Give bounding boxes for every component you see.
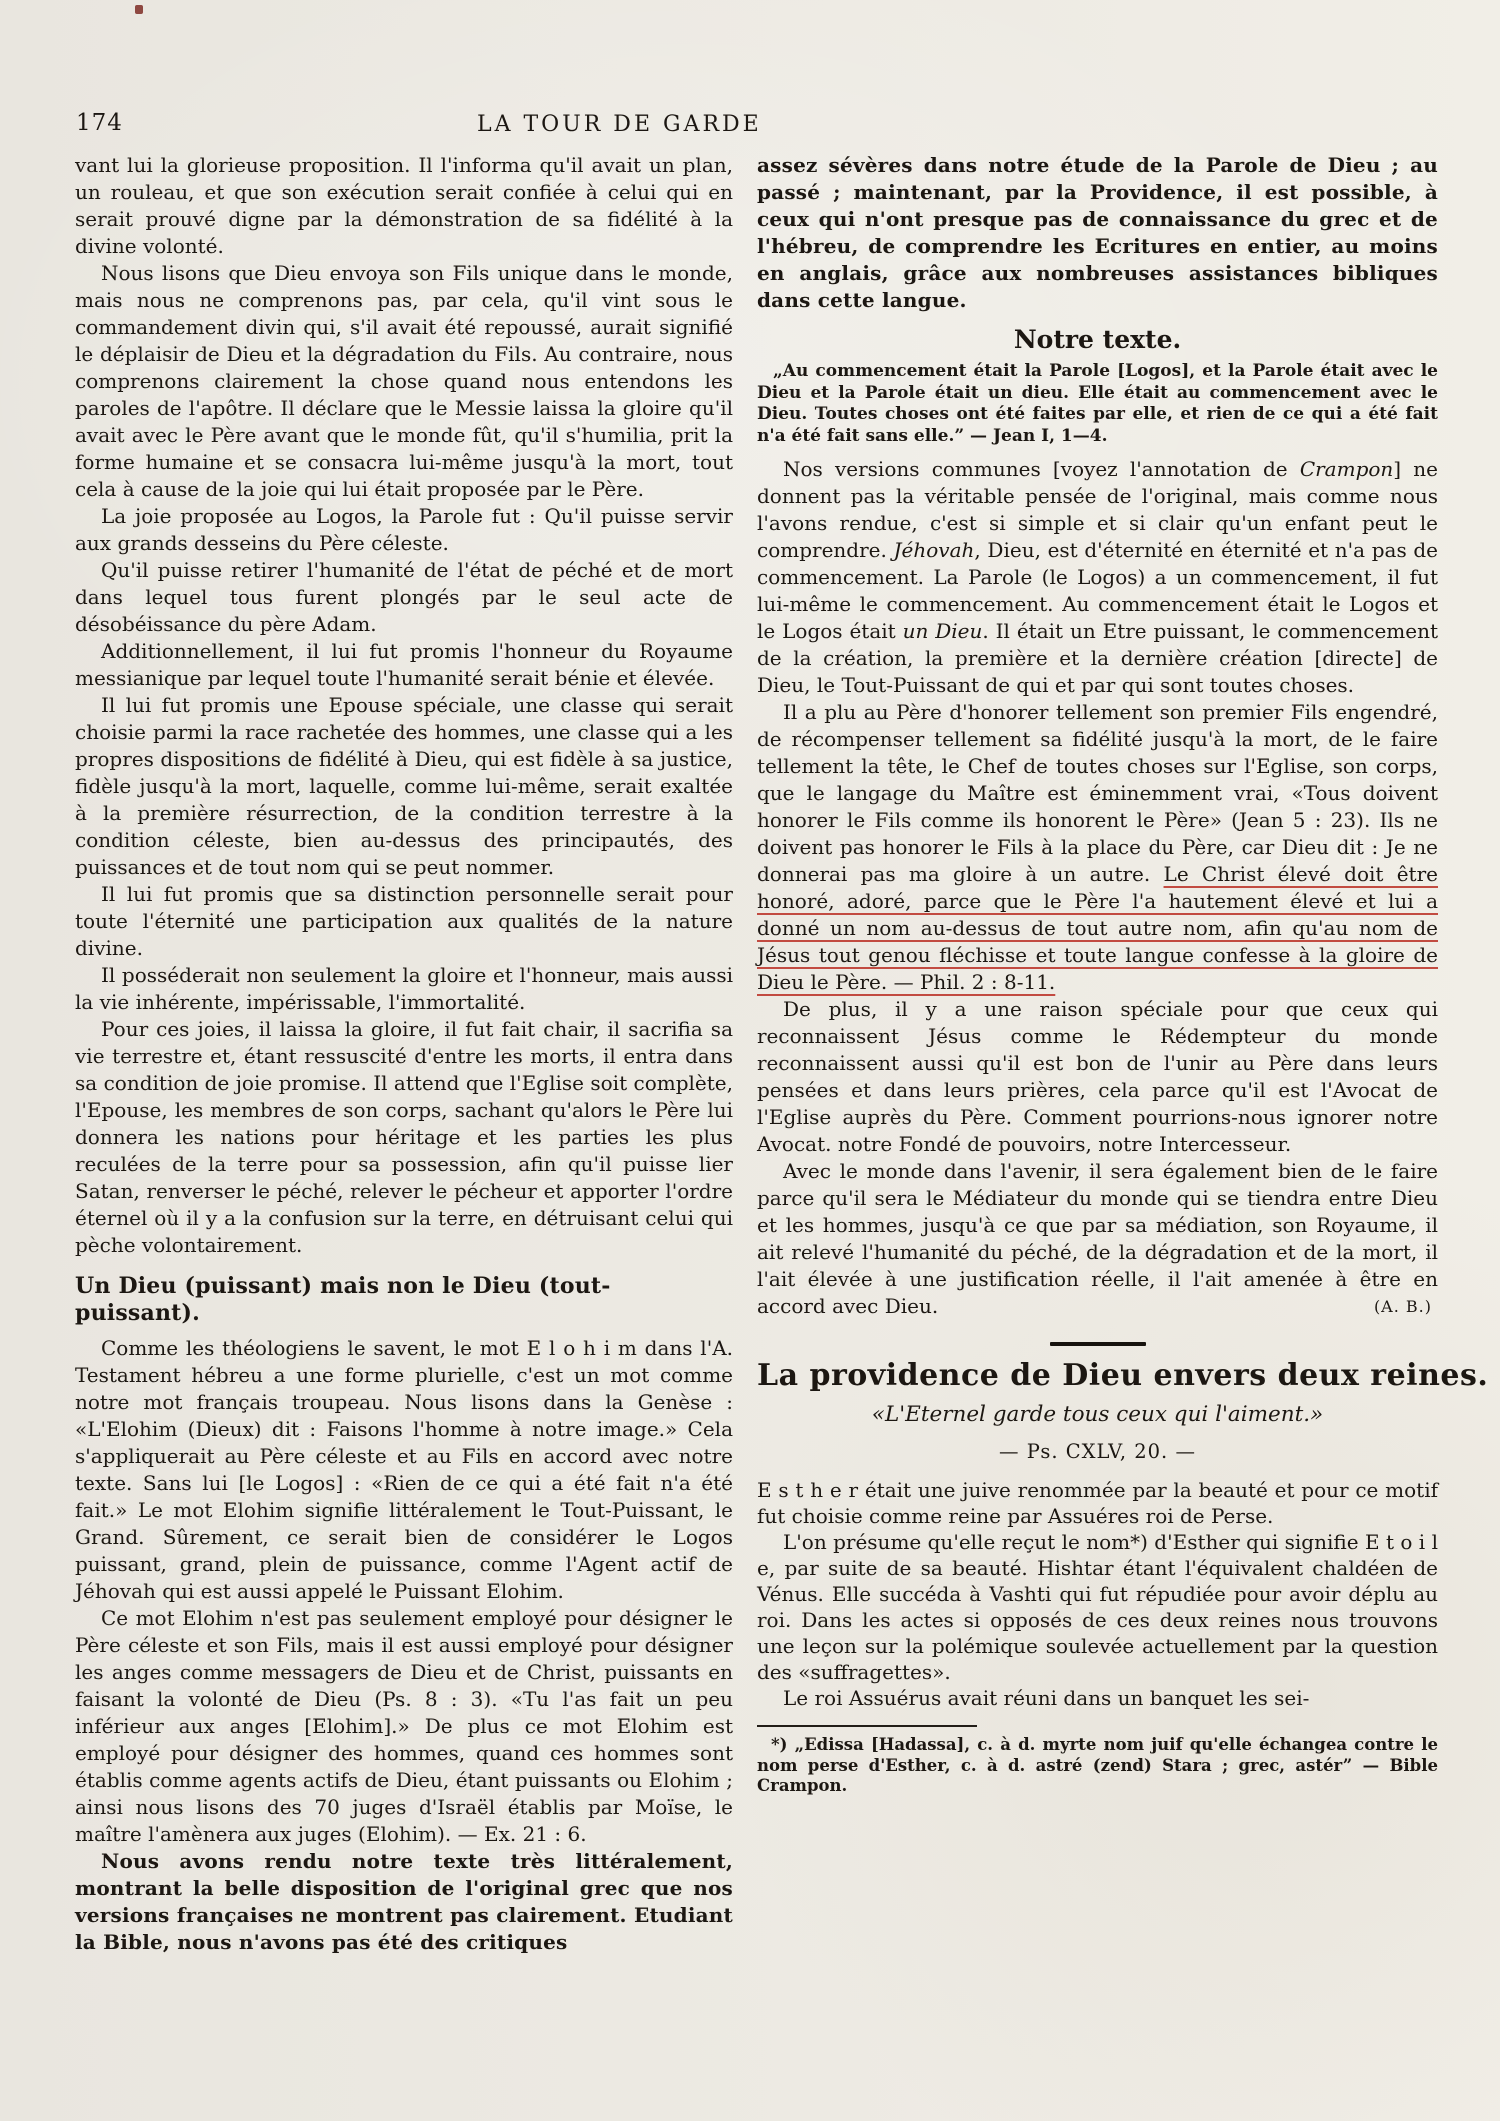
section-heading: Un Dieu (puissant) mais non le Dieu (tout-puissant).: [75, 1273, 611, 1326]
paragraph: Nous lisons que Dieu envoya son Fils unique dans le monde, mais nous ne comprenons pas, par cela, qu'il vint sous le commandement divin qui, s'il avait été repoussé, aurait signifié le déplaisir de Dieu et la dégradation du Fils. Au contraire, nous comprenons clairement la chose quand nous entendons les paroles de l'apôtre. Il déclare que le Messie laissa la gloire qu'il avait avec le Père avant que le monde fût, qu'il s'humilia, prit la forme humaine et se consacra lui-même jusqu'à la mort, tout cela à cause de la joie qui lui était proposée par le Père.: [75, 261, 733, 501]
paragraph: Il posséderait non seulement la gloire et l'honneur, mais aussi la vie inhérente, impérissable, l'immortalité.: [75, 963, 733, 1014]
left-column: [75, 152, 733, 1956]
running-title: LA TOUR DE GARDE: [477, 112, 762, 137]
paragraph: Pour ces joies, il laissa la gloire, il fut fait chair, il sacrifia sa vie terrestre et, étant ressuscité d'entre les morts, il entra dans sa condition de joie promise. Il attend que l'Eglise soit complète, l'Epouse, les membres de son corps, sachant qu'alors le Père lui donnera les nations pour héritage et les parties les plus reculées de la terre pour sa possession, afin qu'il puisse lier Satan, renverser le péché, relever le pécheur et apporter l'ordre éternel où il y a la confusion sur la terre, en détruisant celui qui pèche volontairement.: [75, 1017, 733, 1257]
paragraph: Nous avons rendu notre texte très littéralement, montrant la belle disposition de l'original grec que nos versions françaises ne montrent pas clairement. Etudiant la Bible, nous n'avons pas été des critiques: [75, 1849, 733, 1954]
paragraph: La joie proposée au Logos, la Parole fut : Qu'il puisse servir aux grands desseins du Père céleste.: [75, 504, 733, 555]
paragraph: Il lui fut promis que sa distinction personnelle serait pour toute l'éternité une participation aux qualités de la nature divine.: [75, 882, 733, 960]
scripture-reference: — Ps. CXLV, 20. —: [999, 1440, 1196, 1463]
italic-text: Jéhovah: [893, 538, 975, 562]
scripture-quote: „Au commencement était la Parole [Logos], et la Parole était avec le Dieu et la Parole était un dieu. Elle était au commencement avec le Dieu. Toutes choses ont été faites par elle, et rien de ce qui a été fait n'a été fait sans elle.” — Jean I, 1—4.: [757, 361, 1438, 446]
paragraph: E s t h e r était une juive renommée par la beauté et pour ce motif fut choisie comme reine par Assuéres roi de Perse.: [757, 1478, 1438, 1528]
paragraph: vant lui la glorieuse proposition. Il l'informa qu'il avait un plan, un rouleau, et que son exécution serait confiée à celui qui en serait prouvé digne par la démonstration de sa fidélité à la divine volonté.: [75, 153, 733, 258]
right-column: [757, 152, 1489, 1797]
text-run: Avec le monde dans l'avenir, il sera également bien de le faire parce qu'il sera le Médiateur du monde qui se tiendra entre Dieu et les hommes, jusqu'à ce que par sa médiation, son Royaume, il ait relevé l'humanité du péché, de la dégradation et de la mort, il l'ait élevée à une justification réelle, il l'ait amenée à être en accord avec Dieu.: [757, 1159, 1438, 1318]
paragraph: L'on présume qu'elle reçut le nom*) d'Esther qui signifie E t o i l e, par suite de sa beauté. Hishtar étant l'équivalent chaldéen de Vénus. Elle succéda à Vashti qui fut répudiée pour avoir déplu au roi. Dans les actes si opposés de ces deux reines nous trouvons une leçon sur la polémique soulevée actuellement par la question des «suffragettes».: [757, 1530, 1438, 1684]
author-initials: (A. B.): [1373, 1297, 1432, 1316]
red-underlined-passage: Le Christ élevé doit être honoré, adoré, parce que le Père l'a hautement élevé et lui a donné un nom au-dessus de tout autre nom, afin qu'au nom de Jésus tout genou fléchisse et toute langue confesse à la gloire de Dieu le Père. — Phil. 2 : 8-11.: [757, 862, 1438, 994]
text-run: . Il était un Etre puissant, le commencement de la création, la première et la dernière création [directe] de Dieu, le Tout-Puissant de qui et par qui sont toutes choses.: [757, 619, 1438, 697]
text-run: ] ne donnent pas la véritable pensée de l'original, mais comme nous l'avons rendue, c'est si simple et si clair qu'un enfant peut le comprendre.: [757, 457, 1438, 562]
paragraph: [757, 456, 1438, 699]
paragraph: De plus, il y a une raison spéciale pour que ceux qui reconnaissent Jésus comme le Rédempteur du monde reconnaissent aussi qu'il est bon de l'unir au Père dans leurs pensées et dans leurs prières, cela parce qu'il est l'Avocat de l'Eglise auprès du Père. Comment pourrions-nous ignorer notre Avocat. notre Fondé de pouvoirs, notre Intercesseur.: [757, 997, 1438, 1156]
italic-text: Crampon: [1299, 457, 1394, 481]
paragraph: Qu'il puisse retirer l'humanité de l'état de péché et de mort dans lequel tous furent plongés par le seul acte de désobéissance du père Adam.: [75, 558, 733, 636]
paragraph: assez sévères dans notre étude de la Parole de Dieu ; au passé ; maintenant, par la Providence, il est possible, à ceux qui n'ont presque pas de connaissance du grec et de l'hébreu, de comprendre les Ecritures en entier, au moins en anglais, grâce aux nombreuses assistances bibliques dans cette langue.: [757, 153, 1438, 312]
paragraph: [757, 1158, 1438, 1320]
ink-mark: [135, 5, 143, 14]
paragraph: Ce mot Elohim n'est pas seulement employé pour désigner le Père céleste et son Fils, mais il est aussi employé pour désigner les anges comme messagers de Dieu et de Christ, puissants en faisant la volonté de Dieu (Ps. 8 : 3). «Tu l'as fait un peu inférieur aux anges [Elohim].» De plus ce mot Elohim est employé pour désigner des hommes, quand ces hommes sont établis comme agents actifs de Dieu, étant puissants ou Elohim ; ainsi nous lisons des 70 juges d'Israël établis par Moïse, le maître l'amènera aux juges (Elohim). — Ex. 21 : 6.: [75, 1606, 733, 1846]
paragraph: Il lui fut promis une Epouse spéciale, une classe qui serait choisie parmi la race rachetée des hommes, une classe qui a les propres dispositions de fidélité à Dieu, qui est fidèle à sa justice, fidèle jusqu'à la mort, laquelle, comme lui-même, serait exaltée à la première résurrection, de la condition terrestre à la condition céleste, bien au-dessus des principautés, des puissances et de tout nom qui se peut nommer.: [75, 693, 733, 879]
text-run: Nos versions communes [voyez l'annotation de: [783, 457, 1300, 481]
page-number: 174: [76, 110, 123, 136]
paragraph: Le roi Assuérus avait réuni dans un banquet les sei-: [783, 1686, 1310, 1710]
subsection-heading: Notre texte.: [1013, 325, 1182, 354]
epigraph: «L'Eternel garde tous ceux qui l'aiment.»: [871, 1402, 1324, 1427]
footnote: *) „Edissa [Hadassa], c. à d. myrte nom juif qu'elle échangea contre le nom perse d'Esther, c. à d. astré (zend) Stara ; grec, astér” — Bible Crampon.: [757, 1735, 1438, 1795]
italic-text: un Dieu: [902, 619, 983, 643]
text-run: , Dieu, est d'éternité en éternité et n'a pas de commencement. La Parole (le Logos) a un commencement, il fut lui-même le commencement. Au commencement était le Logos et le Logos était: [757, 538, 1438, 643]
text-run: Il a plu au Père d'honorer tellement son premier Fils engendré, de récompenser tellement sa fidélité jusqu'à la mort, de le faire tellement la tête, le Chef de toutes choses sur l'Eglise, son corps, que le langage du Maître est éminemment vrai, «Tous doivent honorer le Fils comme ils honorent le Père» (Jean 5 : 23). Ils ne doivent pas honorer le Fils à la place du Père, car Dieu dit : Je ne donnerai pas ma gloire à un autre.: [757, 700, 1438, 886]
article-title: La providence de Dieu envers deux reines.: [757, 1358, 1489, 1393]
paragraph: Additionnellement, il lui fut promis l'honneur du Royaume messianique par lequel toute l'humanité serait bénie et élevée.: [75, 639, 733, 690]
paragraph: Comme les théologiens le savent, le mot E l o h i m dans l'A. Testament hébreu a une forme plurielle, c'est un mot comme notre mot français troupeau. Nous lisons dans la Genèse : «L'Elohim (Dieux) dit : Faisons l'homme à notre image.» Cela s'appliquerait au Père céleste et au Fils en accord avec notre texte. Sans lui [le Logos] : «Rien de ce qui a été fait n'a été fait.» Le mot Elohim signifie littéralement le Tout-Puissant, le Grand. Sûrement, ce serait bien de considérer le Logos puissant, grand, plein de puissance, comme l'Agent actif de Jéhovah qui est aussi appelé le Puissant Elohim.: [75, 1336, 733, 1603]
paragraph: [757, 699, 1438, 996]
section-divider: [1050, 1342, 1146, 1346]
footnote-rule: [757, 1725, 977, 1727]
